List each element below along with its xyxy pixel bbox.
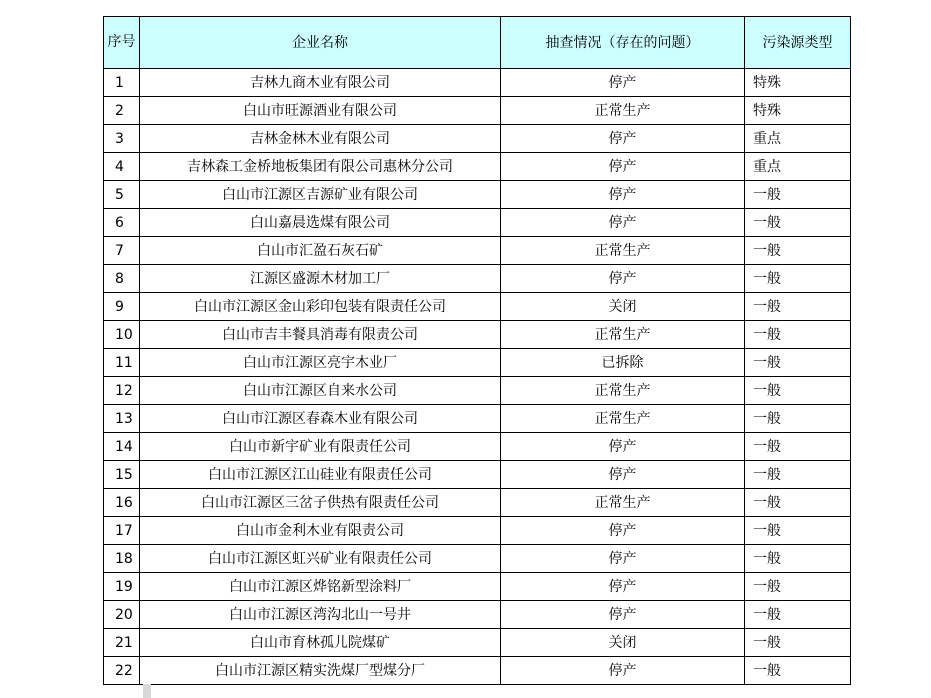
header-pollution-type: 污染源类型 [745,17,851,69]
pollution-type: 一般 [745,629,851,657]
inspection-status: 停产 [501,69,745,97]
table-row [104,489,851,517]
company-name: 白山市育林孤儿院煤矿 [140,629,501,657]
pollution-type: 重点 [745,125,851,153]
company-name: 白山市江源区自来水公司 [140,377,501,405]
company-name: 白山市江源区金山彩印包装有限责任公司 [140,293,501,321]
inspection-status: 停产 [501,153,745,181]
pollution-type: 一般 [745,573,851,601]
company-name: 白山市汇盈石灰石矿 [140,237,501,265]
company-name: 吉林九商木业有限公司 [140,69,501,97]
row-number: 10 [104,321,140,349]
inspection-status: 停产 [501,209,745,237]
row-number: 6 [104,209,140,237]
inspection-status: 停产 [501,433,745,461]
pollution-type: 一般 [745,181,851,209]
table-row [104,181,851,209]
pollution-type: 一般 [745,461,851,489]
row-number: 12 [104,377,140,405]
pollution-type: 一般 [745,237,851,265]
pollution-type: 重点 [745,153,851,181]
table-row [104,657,851,685]
company-name: 白山市江源区江山硅业有限责任公司 [140,461,501,489]
pollution-type: 一般 [745,265,851,293]
inspection-status: 停产 [501,265,745,293]
inspection-status: 正常生产 [501,237,745,265]
company-name: 白山市江源区精实洗煤厂型煤分厂 [140,657,501,685]
row-number: 3 [104,125,140,153]
pollution-type: 特殊 [745,97,851,125]
row-number: 5 [104,181,140,209]
inspection-status: 正常生产 [501,97,745,125]
inspection-table [103,16,851,685]
row-number: 22 [104,657,140,685]
table-row [104,349,851,377]
pollution-type: 一般 [745,657,851,685]
row-number: 20 [104,601,140,629]
company-name: 白山市江源区春森木业有限公司 [140,405,501,433]
pollution-type: 一般 [745,517,851,545]
table-row [104,573,851,601]
table-header-row [104,17,851,69]
pollution-type: 一般 [745,209,851,237]
table-row [104,405,851,433]
row-number: 7 [104,237,140,265]
row-number: 14 [104,433,140,461]
pollution-type: 一般 [745,489,851,517]
row-number: 8 [104,265,140,293]
row-number: 17 [104,517,140,545]
pollution-type: 一般 [745,293,851,321]
table-row [104,97,851,125]
scroll-marker [143,684,151,698]
inspection-status: 停产 [501,545,745,573]
header-inspection-status: 抽查情况（存在的问题） [501,17,745,69]
company-name: 白山市江源区吉源矿业有限公司 [140,181,501,209]
company-name: 白山市江源区湾沟北山一号井 [140,601,501,629]
company-name: 白山市江源区烨铭新型涂料厂 [140,573,501,601]
pollution-type: 特殊 [745,69,851,97]
pollution-type: 一般 [745,433,851,461]
company-name: 吉林金林木业有限公司 [140,125,501,153]
inspection-status: 关闭 [501,293,745,321]
company-name: 吉林森工金桥地板集团有限公司惠林分公司 [140,153,501,181]
pollution-type: 一般 [745,349,851,377]
pollution-type: 一般 [745,377,851,405]
row-number: 15 [104,461,140,489]
header-company-name: 企业名称 [140,17,501,69]
table-row [104,321,851,349]
inspection-status: 停产 [501,601,745,629]
pollution-type: 一般 [745,321,851,349]
company-name: 白山市金利木业有限责公司 [140,517,501,545]
inspection-status: 关闭 [501,629,745,657]
inspection-status: 正常生产 [501,377,745,405]
inspection-status: 正常生产 [501,405,745,433]
table-row [104,629,851,657]
table-row [104,265,851,293]
pollution-type: 一般 [745,405,851,433]
table-row [104,545,851,573]
table-row [104,517,851,545]
company-name: 白山市江源区虹兴矿业有限责任公司 [140,545,501,573]
row-number: 16 [104,489,140,517]
row-number: 13 [104,405,140,433]
pollution-type: 一般 [745,545,851,573]
table-row [104,461,851,489]
inspection-status: 已拆除 [501,349,745,377]
table-row [104,293,851,321]
table-row [104,209,851,237]
table-row [104,153,851,181]
row-number: 2 [104,97,140,125]
company-name: 白山嘉晨选煤有限公司 [140,209,501,237]
row-number: 1 [104,69,140,97]
pollution-type: 一般 [745,601,851,629]
row-number: 21 [104,629,140,657]
company-name: 江源区盛源木材加工厂 [140,265,501,293]
table-row [104,69,851,97]
inspection-status: 正常生产 [501,321,745,349]
inspection-status: 停产 [501,573,745,601]
header-seq: 序号 [104,17,140,69]
inspection-status: 正常生产 [501,489,745,517]
row-number: 4 [104,153,140,181]
table-row [104,125,851,153]
inspection-status: 停产 [501,461,745,489]
company-name: 白山市江源区亮宇木业厂 [140,349,501,377]
company-name: 白山市吉丰餐具消毒有限责公司 [140,321,501,349]
table-row [104,377,851,405]
row-number: 19 [104,573,140,601]
inspection-status: 停产 [501,181,745,209]
table-row [104,433,851,461]
row-number: 11 [104,349,140,377]
company-name: 白山市江源区三岔子供热有限责任公司 [140,489,501,517]
inspection-status: 停产 [501,517,745,545]
inspection-status: 停产 [501,657,745,685]
company-name: 白山市旺源酒业有限公司 [140,97,501,125]
row-number: 9 [104,293,140,321]
row-number: 18 [104,545,140,573]
table-row [104,601,851,629]
table-row [104,237,851,265]
company-name: 白山市新宇矿业有限责任公司 [140,433,501,461]
inspection-status: 停产 [501,125,745,153]
